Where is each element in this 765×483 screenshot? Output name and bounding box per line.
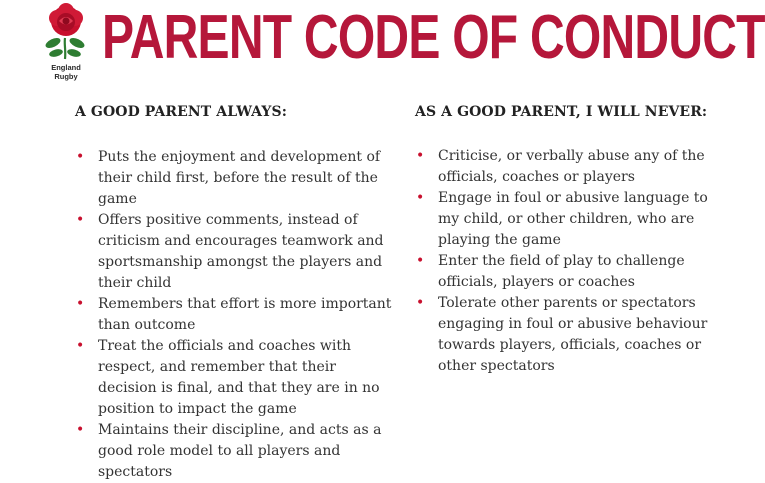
bullet-dot-icon: • xyxy=(416,295,425,311)
list-item xyxy=(75,336,395,420)
list-item-text: Engage in foul or abusive language to my child, or other children, who are playing the game xyxy=(438,190,708,248)
list-item xyxy=(415,188,715,251)
list-item-text: Remembers that effort is more important than outcome xyxy=(98,296,392,333)
list-item xyxy=(415,293,715,377)
list-item-text: Offers positive comments, instead of criticism and encourages teamwork and sportsmanship amongst the players and their child xyxy=(98,212,384,291)
list-item-text: Criticise, or verbally abuse any of the officials, coaches or players xyxy=(438,148,705,185)
left-column-heading: A GOOD PARENT ALWAYS: xyxy=(75,104,287,120)
left-column xyxy=(75,102,395,483)
bullet-dot-icon: • xyxy=(416,190,425,206)
page-title: PARENT CODE OF CONDUCT xyxy=(102,3,765,72)
list-item-text: Maintains their discipline, and acts as a good role model to all players and spectators xyxy=(98,422,382,480)
right-column-heading: AS A GOOD PARENT, I WILL NEVER: xyxy=(415,104,708,120)
list-item xyxy=(75,147,395,210)
bullet-dot-icon: • xyxy=(416,148,425,164)
bullet-dot-icon: • xyxy=(76,149,85,165)
bullet-dot-icon: • xyxy=(76,212,85,228)
list-item-text: Puts the enjoyment and development of their child first, before the result of the game xyxy=(98,149,381,207)
logo-text-line-1: England xyxy=(51,63,81,72)
list-item-text: Enter the field of play to challenge officials, players or coaches xyxy=(438,253,685,290)
bullet-dot-icon: • xyxy=(76,338,85,354)
bullet-dot-icon: • xyxy=(416,253,425,269)
list-item xyxy=(75,210,395,294)
logo-text-line-2: Rugby xyxy=(54,72,78,81)
bullet-dot-icon: • xyxy=(76,422,85,438)
list-item-text: Tolerate other parents or spectators engaging in foul or abusive behaviour towards players, officials, coaches or other spectators xyxy=(438,295,708,374)
list-item xyxy=(415,146,715,188)
england-rugby-logo xyxy=(44,2,88,86)
list-item xyxy=(75,420,395,483)
list-item xyxy=(75,294,395,336)
list-item xyxy=(415,251,715,293)
right-bullet-list xyxy=(415,146,715,377)
red-rose-icon xyxy=(44,2,88,62)
list-item-text: Treat the officials and coaches with respect, and remember that their decision is final, and that they are in no position to impact the game xyxy=(98,338,380,417)
left-bullet-list xyxy=(75,147,395,483)
right-column xyxy=(415,102,715,377)
bullet-dot-icon: • xyxy=(76,296,85,312)
